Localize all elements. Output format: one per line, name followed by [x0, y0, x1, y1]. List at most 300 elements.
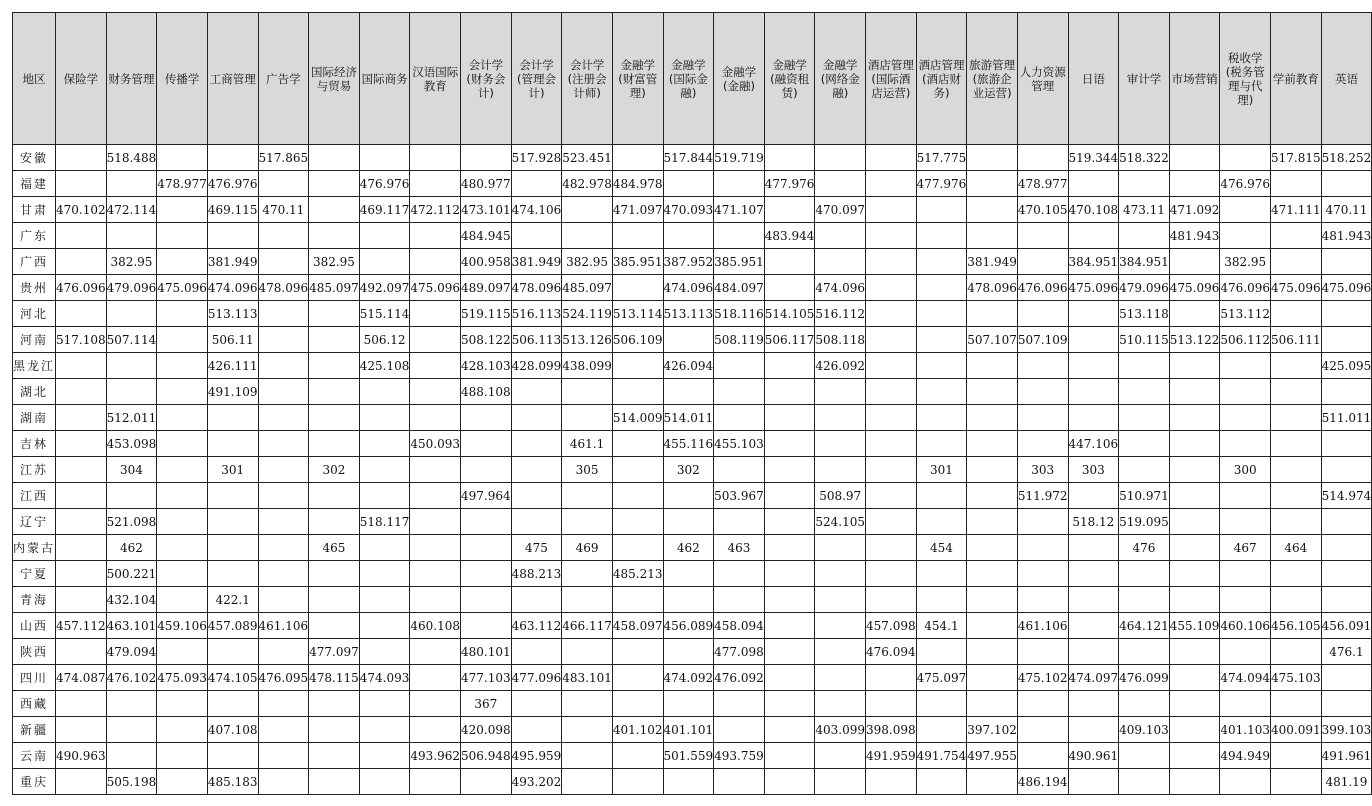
score-cell — [258, 223, 309, 249]
score-cell — [612, 379, 663, 405]
score-cell — [764, 275, 815, 301]
score-cell — [1119, 691, 1170, 717]
score-cell: 480.101 — [461, 639, 512, 665]
score-cell — [967, 509, 1018, 535]
score-cell: 470.093 — [663, 197, 714, 223]
header-row — [13, 13, 1372, 145]
score-cell — [359, 613, 410, 639]
score-cell: 461.106 — [258, 613, 309, 639]
score-cell — [1119, 561, 1170, 587]
score-cell — [764, 509, 815, 535]
score-cell — [359, 457, 410, 483]
score-cell — [1068, 587, 1119, 613]
score-cell — [1271, 691, 1322, 717]
column-header-major: 财务管理 — [106, 13, 157, 145]
score-cell: 493.962 — [410, 743, 461, 769]
table-row — [13, 379, 1372, 405]
table-row — [13, 457, 1372, 483]
score-cell — [1017, 223, 1068, 249]
score-cell — [1271, 639, 1322, 665]
score-cell — [56, 587, 107, 613]
score-cell — [1271, 249, 1322, 275]
score-cell — [1220, 223, 1271, 249]
score-cell — [815, 561, 866, 587]
score-cell: 478.096 — [967, 275, 1018, 301]
score-cell: 491.109 — [207, 379, 258, 405]
score-cell — [1017, 691, 1068, 717]
table-row — [13, 301, 1372, 327]
region-cell: 福建 — [13, 171, 56, 197]
score-cell: 491.961 — [1321, 743, 1372, 769]
score-cell: 475.096 — [1068, 275, 1119, 301]
score-cell: 512.011 — [106, 405, 157, 431]
score-cell — [764, 639, 815, 665]
score-cell: 503.967 — [714, 483, 765, 509]
score-cell: 519.095 — [1119, 509, 1170, 535]
score-cell — [1271, 379, 1322, 405]
score-cell: 479.096 — [1119, 275, 1170, 301]
score-cell: 508.122 — [461, 327, 512, 353]
score-cell — [511, 379, 562, 405]
score-cell — [815, 223, 866, 249]
score-cell: 461.106 — [1017, 613, 1068, 639]
score-cell: 465 — [309, 535, 360, 561]
score-cell: 517.815 — [1271, 145, 1322, 171]
score-cell — [866, 145, 917, 171]
score-cell: 488.108 — [461, 379, 512, 405]
score-cell — [258, 509, 309, 535]
score-cell — [1220, 561, 1271, 587]
score-cell — [916, 249, 967, 275]
score-cell — [612, 145, 663, 171]
region-cell: 江苏 — [13, 457, 56, 483]
region-cell: 湖南 — [13, 405, 56, 431]
score-cell: 481.943 — [1321, 223, 1372, 249]
score-cell — [764, 587, 815, 613]
column-header-major: 英语 — [1321, 13, 1372, 145]
score-cell: 456.091 — [1321, 613, 1372, 639]
score-cell — [1119, 223, 1170, 249]
score-cell — [612, 223, 663, 249]
score-cell — [916, 691, 967, 717]
score-cell — [764, 405, 815, 431]
score-cell: 302 — [663, 457, 714, 483]
region-cell: 江西 — [13, 483, 56, 509]
score-cell: 457.089 — [207, 613, 258, 639]
score-cell: 515.114 — [359, 301, 410, 327]
score-cell: 428.099 — [511, 353, 562, 379]
score-cell — [1068, 353, 1119, 379]
score-cell — [1271, 587, 1322, 613]
score-cell — [866, 405, 917, 431]
score-cell: 510.971 — [1119, 483, 1170, 509]
score-cell: 493.759 — [714, 743, 765, 769]
score-cell — [1220, 769, 1271, 795]
score-cell — [359, 561, 410, 587]
score-cell — [815, 405, 866, 431]
score-cell: 477.103 — [461, 665, 512, 691]
score-cell — [1068, 717, 1119, 743]
score-cell — [1220, 197, 1271, 223]
score-cell: 508.97 — [815, 483, 866, 509]
score-cell: 494.949 — [1220, 743, 1271, 769]
score-cell — [1321, 561, 1372, 587]
score-cell — [511, 691, 562, 717]
score-cell — [461, 769, 512, 795]
score-cell — [1321, 171, 1372, 197]
score-cell — [612, 691, 663, 717]
score-cell — [916, 561, 967, 587]
score-cell — [309, 223, 360, 249]
table-row — [13, 249, 1372, 275]
column-header-major: 酒店管理(国际酒店运营) — [866, 13, 917, 145]
column-header-major: 会计学(注册会计师) — [562, 13, 613, 145]
score-cell — [612, 639, 663, 665]
score-cell — [866, 223, 917, 249]
score-cell: 471.111 — [1271, 197, 1322, 223]
score-cell — [106, 353, 157, 379]
score-cell — [612, 457, 663, 483]
score-cell — [1017, 353, 1068, 379]
score-cell: 484.945 — [461, 223, 512, 249]
score-cell — [764, 483, 815, 509]
score-cell — [1119, 743, 1170, 769]
score-cell — [764, 379, 815, 405]
score-cell — [815, 587, 866, 613]
score-cell: 476.976 — [207, 171, 258, 197]
score-cell — [967, 483, 1018, 509]
score-cell — [916, 769, 967, 795]
score-cell — [1220, 379, 1271, 405]
score-cell — [1271, 509, 1322, 535]
score-cell — [106, 379, 157, 405]
score-cell: 385.951 — [714, 249, 765, 275]
score-cell — [764, 743, 815, 769]
score-cell: 471.092 — [1169, 197, 1220, 223]
score-cell: 507.107 — [967, 327, 1018, 353]
region-cell: 青海 — [13, 587, 56, 613]
score-cell: 475.096 — [410, 275, 461, 301]
table-row — [13, 561, 1372, 587]
score-cell — [663, 587, 714, 613]
score-cell — [714, 457, 765, 483]
score-cell: 479.094 — [106, 639, 157, 665]
score-cell — [56, 639, 107, 665]
score-cell: 470.102 — [56, 197, 107, 223]
score-cell — [916, 301, 967, 327]
score-cell — [1271, 743, 1322, 769]
score-cell — [967, 405, 1018, 431]
score-cell: 517.108 — [56, 327, 107, 353]
score-cell: 470.11 — [258, 197, 309, 223]
score-cell: 457.098 — [866, 613, 917, 639]
score-cell: 476.096 — [56, 275, 107, 301]
score-cell — [410, 379, 461, 405]
score-cell: 455.103 — [714, 431, 765, 457]
score-cell — [410, 639, 461, 665]
table-row — [13, 171, 1372, 197]
score-cell — [359, 405, 410, 431]
score-cell — [866, 171, 917, 197]
score-cell: 399.103 — [1321, 717, 1372, 743]
score-cell — [562, 483, 613, 509]
score-cell — [410, 301, 461, 327]
score-cell: 474.094 — [1220, 665, 1271, 691]
column-header-major: 金融学(财富管理) — [612, 13, 663, 145]
score-cell — [764, 613, 815, 639]
score-cell — [359, 717, 410, 743]
score-cell: 387.952 — [663, 249, 714, 275]
score-cell: 518.252 — [1321, 145, 1372, 171]
score-cell — [1068, 769, 1119, 795]
score-cell: 507.109 — [1017, 327, 1068, 353]
score-cell — [410, 665, 461, 691]
score-cell: 476.102 — [106, 665, 157, 691]
score-cell: 476.976 — [1220, 171, 1271, 197]
score-cell — [1220, 639, 1271, 665]
score-cell: 401.101 — [663, 717, 714, 743]
column-header-major: 国际商务 — [359, 13, 410, 145]
score-cell — [967, 353, 1018, 379]
score-cell: 474.092 — [663, 665, 714, 691]
score-cell — [714, 769, 765, 795]
score-cell — [1169, 535, 1220, 561]
score-cell — [916, 223, 967, 249]
score-cell — [612, 353, 663, 379]
score-cell — [815, 769, 866, 795]
score-cell — [359, 379, 410, 405]
score-cell: 475.103 — [1271, 665, 1322, 691]
score-cell: 474.093 — [359, 665, 410, 691]
score-cell — [1321, 691, 1372, 717]
score-cell: 492.097 — [359, 275, 410, 301]
score-cell: 456.089 — [663, 613, 714, 639]
score-cell: 497.955 — [967, 743, 1018, 769]
score-cell: 518.117 — [359, 509, 410, 535]
score-cell: 476.099 — [1119, 665, 1170, 691]
score-cell: 385.951 — [612, 249, 663, 275]
score-cell — [714, 405, 765, 431]
score-cell — [967, 301, 1018, 327]
score-cell: 426.094 — [663, 353, 714, 379]
score-cell — [866, 249, 917, 275]
score-cell — [359, 535, 410, 561]
score-cell — [359, 249, 410, 275]
score-cell: 500.221 — [106, 561, 157, 587]
score-cell: 491.754 — [916, 743, 967, 769]
score-cell — [410, 327, 461, 353]
column-header-major: 汉语国际教育 — [410, 13, 461, 145]
score-cell — [56, 457, 107, 483]
score-cell — [1119, 587, 1170, 613]
score-cell: 447.106 — [1068, 431, 1119, 457]
score-cell: 458.097 — [612, 613, 663, 639]
score-cell: 518.488 — [106, 145, 157, 171]
score-cell — [56, 145, 107, 171]
score-cell — [56, 353, 107, 379]
score-cell — [866, 535, 917, 561]
score-cell — [1119, 769, 1170, 795]
score-cell: 488.213 — [511, 561, 562, 587]
score-cell — [258, 301, 309, 327]
score-cell — [1220, 483, 1271, 509]
score-cell: 470.11 — [1321, 197, 1372, 223]
score-cell — [258, 483, 309, 509]
score-cell: 517.928 — [511, 145, 562, 171]
score-cell — [663, 379, 714, 405]
score-cell: 457.112 — [56, 613, 107, 639]
score-cell: 485.097 — [562, 275, 613, 301]
score-cell — [866, 197, 917, 223]
score-cell — [359, 145, 410, 171]
table-row — [13, 145, 1372, 171]
score-cell: 514.105 — [764, 301, 815, 327]
score-cell — [916, 431, 967, 457]
score-cell — [207, 405, 258, 431]
score-cell — [764, 665, 815, 691]
score-cell — [866, 561, 917, 587]
region-cell: 黑龙江 — [13, 353, 56, 379]
score-cell: 506.117 — [764, 327, 815, 353]
score-cell — [815, 145, 866, 171]
score-cell: 481.19 — [1321, 769, 1372, 795]
score-cell: 472.114 — [106, 197, 157, 223]
score-cell: 497.964 — [461, 483, 512, 509]
score-cell — [511, 457, 562, 483]
score-cell — [866, 353, 917, 379]
score-cell — [1169, 509, 1220, 535]
score-cell: 478.977 — [157, 171, 208, 197]
score-cell — [309, 353, 360, 379]
table-row — [13, 483, 1372, 509]
score-cell — [157, 691, 208, 717]
score-cell — [1068, 639, 1119, 665]
score-cell — [511, 223, 562, 249]
score-cell: 382.95 — [562, 249, 613, 275]
score-cell: 425.108 — [359, 353, 410, 379]
score-cell — [815, 457, 866, 483]
column-header-major: 金融学(金融) — [714, 13, 765, 145]
score-cell: 458.094 — [714, 613, 765, 639]
score-cell — [309, 197, 360, 223]
score-cell — [106, 483, 157, 509]
score-cell — [967, 379, 1018, 405]
score-cell — [916, 353, 967, 379]
score-cell — [1271, 223, 1322, 249]
score-cell: 477.976 — [764, 171, 815, 197]
score-cell — [1119, 457, 1170, 483]
score-cell: 460.106 — [1220, 613, 1271, 639]
score-cell: 516.113 — [511, 301, 562, 327]
score-cell — [562, 509, 613, 535]
table-row — [13, 275, 1372, 301]
score-cell — [157, 379, 208, 405]
score-cell — [1017, 535, 1068, 561]
score-cell: 484.978 — [612, 171, 663, 197]
column-header-major: 旅游管理(旅游企业运营) — [967, 13, 1018, 145]
score-cell: 426.111 — [207, 353, 258, 379]
score-cell — [106, 171, 157, 197]
score-cell — [1068, 613, 1119, 639]
score-cell: 467 — [1220, 535, 1271, 561]
score-cell — [1017, 587, 1068, 613]
score-cell — [258, 457, 309, 483]
score-cell — [815, 171, 866, 197]
region-cell: 贵州 — [13, 275, 56, 301]
score-cell: 401.103 — [1220, 717, 1271, 743]
score-cell — [866, 509, 917, 535]
score-cell: 367 — [461, 691, 512, 717]
score-cell — [309, 301, 360, 327]
score-cell — [1220, 405, 1271, 431]
score-cell — [663, 561, 714, 587]
score-cell — [1321, 509, 1372, 535]
score-cell — [815, 431, 866, 457]
score-cell — [461, 587, 512, 613]
score-cell — [359, 587, 410, 613]
score-cell — [916, 197, 967, 223]
score-cell — [410, 717, 461, 743]
score-cell: 518.116 — [714, 301, 765, 327]
score-cell: 476.976 — [359, 171, 410, 197]
score-cell — [258, 327, 309, 353]
score-cell: 513.126 — [562, 327, 613, 353]
region-cell: 吉林 — [13, 431, 56, 457]
score-cell — [309, 509, 360, 535]
score-cell — [562, 223, 613, 249]
score-cell: 453.098 — [106, 431, 157, 457]
score-cell: 382.95 — [1220, 249, 1271, 275]
score-cell — [511, 639, 562, 665]
score-cell: 483.101 — [562, 665, 613, 691]
score-cell — [1321, 535, 1372, 561]
score-cell — [714, 691, 765, 717]
score-cell: 508.118 — [815, 327, 866, 353]
score-cell: 481.943 — [1169, 223, 1220, 249]
score-cell — [663, 223, 714, 249]
score-cell — [1017, 743, 1068, 769]
score-cell — [157, 769, 208, 795]
score-cell — [1068, 535, 1119, 561]
score-cell — [207, 743, 258, 769]
score-cell — [359, 691, 410, 717]
score-cell — [258, 691, 309, 717]
score-cell — [562, 379, 613, 405]
score-cell — [1169, 743, 1220, 769]
score-cell — [1321, 327, 1372, 353]
score-cell — [967, 431, 1018, 457]
score-cell — [866, 587, 917, 613]
score-cell — [157, 639, 208, 665]
score-cell: 483.944 — [764, 223, 815, 249]
score-cell: 384.951 — [1119, 249, 1170, 275]
score-cell — [1119, 171, 1170, 197]
score-cell: 506.12 — [359, 327, 410, 353]
score-cell — [309, 587, 360, 613]
score-cell — [511, 717, 562, 743]
score-cell — [359, 639, 410, 665]
score-cell: 513.113 — [663, 301, 714, 327]
score-cell — [1271, 457, 1322, 483]
score-cell — [1169, 405, 1220, 431]
score-cell — [866, 665, 917, 691]
score-cell: 303 — [1068, 457, 1119, 483]
score-cell — [258, 249, 309, 275]
score-cell — [916, 587, 967, 613]
table-row — [13, 587, 1372, 613]
score-cell — [916, 717, 967, 743]
score-cell: 478.096 — [511, 275, 562, 301]
